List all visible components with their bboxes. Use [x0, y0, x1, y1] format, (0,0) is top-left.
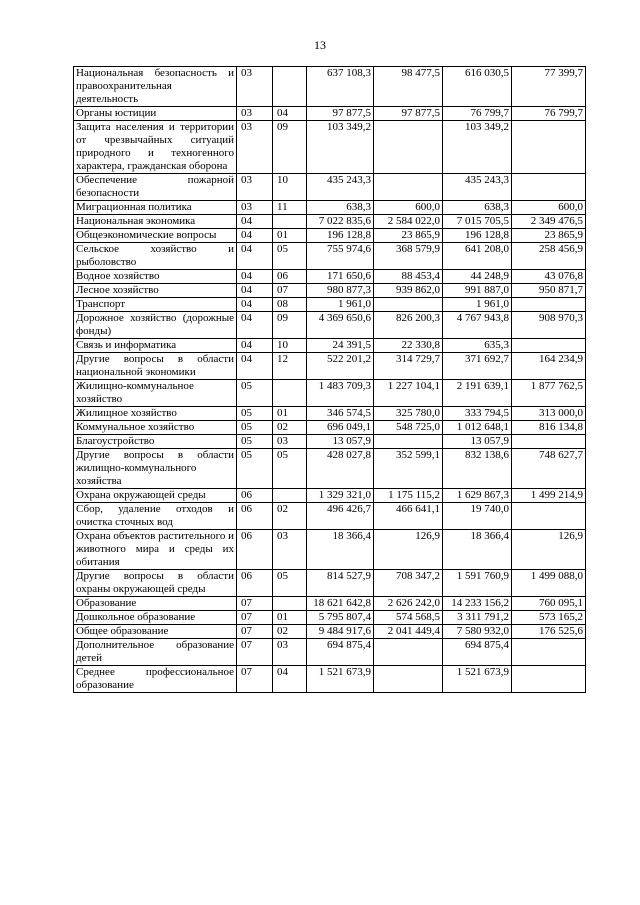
amount-cell-1: 980 877,3	[307, 284, 374, 298]
subsection-code-cell: 05	[273, 570, 307, 597]
row-name-cell: Сельское хозяйство и рыболовство	[74, 243, 237, 270]
table-row	[74, 67, 586, 107]
subsection-code-cell: 07	[273, 284, 307, 298]
amount-cell-2: 939 862,0	[374, 284, 443, 298]
subsection-code-cell	[273, 380, 307, 407]
table-row	[74, 353, 586, 380]
amount-cell-4: 164 234,9	[512, 353, 586, 380]
amount-cell-3: 19 740,0	[443, 503, 512, 530]
subsection-code-cell: 12	[273, 353, 307, 380]
amount-cell-1: 97 877,5	[307, 107, 374, 121]
section-code-cell: 04	[237, 298, 273, 312]
row-name-cell: Миграционная политика	[74, 201, 237, 215]
table-row	[74, 339, 586, 353]
section-code-cell: 07	[237, 666, 273, 693]
subsection-code-cell: 05	[273, 243, 307, 270]
amount-cell-4: 908 970,3	[512, 312, 586, 339]
subsection-code-cell: 02	[273, 625, 307, 639]
section-code-cell: 04	[237, 284, 273, 298]
subsection-code-cell: 09	[273, 121, 307, 174]
row-name-cell: Жилищно-коммунальное хозяйство	[74, 380, 237, 407]
amount-cell-1: 1 329 321,0	[307, 489, 374, 503]
subsection-code-cell: 02	[273, 421, 307, 435]
section-code-cell: 07	[237, 611, 273, 625]
amount-cell-2: 97 877,5	[374, 107, 443, 121]
budget-table	[73, 66, 586, 693]
amount-cell-3: 641 208,0	[443, 243, 512, 270]
row-name-cell: Другие вопросы в области национальной экономики	[74, 353, 237, 380]
table-row	[74, 270, 586, 284]
table-row	[74, 611, 586, 625]
row-name-cell: Дополнительное образование детей	[74, 639, 237, 666]
amount-cell-2: 98 477,5	[374, 67, 443, 107]
row-name-cell: Общеэкономические вопросы	[74, 229, 237, 243]
subsection-code-cell: 02	[273, 503, 307, 530]
row-name-cell: Охрана окружающей среды	[74, 489, 237, 503]
row-name-cell: Среднее профессиональное образование	[74, 666, 237, 693]
table-row	[74, 489, 586, 503]
subsection-code-cell: 01	[273, 611, 307, 625]
amount-cell-4: 2 349 476,5	[512, 215, 586, 229]
amount-cell-4: 1 877 762,5	[512, 380, 586, 407]
subsection-code-cell: 04	[273, 666, 307, 693]
row-name-cell: Органы юстиции	[74, 107, 237, 121]
subsection-code-cell: 04	[273, 107, 307, 121]
amount-cell-3: 1 521 673,9	[443, 666, 512, 693]
amount-cell-4: 258 456,9	[512, 243, 586, 270]
amount-cell-4: 77 399,7	[512, 67, 586, 107]
amount-cell-2: 548 725,0	[374, 421, 443, 435]
row-name-cell: Другие вопросы в области жилищно-коммунального хозяйства	[74, 449, 237, 489]
row-name-cell: Благоустройство	[74, 435, 237, 449]
amount-cell-3: 76 799,7	[443, 107, 512, 121]
section-code-cell: 04	[237, 243, 273, 270]
table-row	[74, 421, 586, 435]
amount-cell-1: 103 349,2	[307, 121, 374, 174]
table-row	[74, 503, 586, 530]
subsection-code-cell: 03	[273, 435, 307, 449]
amount-cell-2	[374, 666, 443, 693]
subsection-code-cell: 10	[273, 339, 307, 353]
amount-cell-2: 600,0	[374, 201, 443, 215]
subsection-code-cell: 05	[273, 449, 307, 489]
amount-cell-2: 574 568,5	[374, 611, 443, 625]
table-row	[74, 570, 586, 597]
table-row	[74, 597, 586, 611]
amount-cell-4	[512, 174, 586, 201]
amount-cell-2: 2 041 449,4	[374, 625, 443, 639]
row-name-cell: Связь и информатика	[74, 339, 237, 353]
row-name-cell: Национальная безопасность и правоохранительная деятельность	[74, 67, 237, 107]
amount-cell-1: 522 201,2	[307, 353, 374, 380]
amount-cell-4: 23 865,9	[512, 229, 586, 243]
amount-cell-3: 1 629 867,3	[443, 489, 512, 503]
row-name-cell: Другие вопросы в области охраны окружающей среды	[74, 570, 237, 597]
subsection-code-cell: 06	[273, 270, 307, 284]
subsection-code-cell: 11	[273, 201, 307, 215]
amount-cell-1: 755 974,6	[307, 243, 374, 270]
amount-cell-4	[512, 666, 586, 693]
section-code-cell: 04	[237, 353, 273, 380]
table-row	[74, 639, 586, 666]
table-row	[74, 107, 586, 121]
amount-cell-3: 435 243,3	[443, 174, 512, 201]
amount-cell-4: 313 000,0	[512, 407, 586, 421]
table-row	[74, 229, 586, 243]
row-name-cell: Водное хозяйство	[74, 270, 237, 284]
row-name-cell: Транспорт	[74, 298, 237, 312]
amount-cell-2: 325 780,0	[374, 407, 443, 421]
table-row	[74, 625, 586, 639]
amount-cell-2	[374, 298, 443, 312]
amount-cell-2: 708 347,2	[374, 570, 443, 597]
table-row	[74, 407, 586, 421]
amount-cell-1: 694 875,4	[307, 639, 374, 666]
amount-cell-1: 9 484 917,6	[307, 625, 374, 639]
amount-cell-2: 126,9	[374, 530, 443, 570]
amount-cell-1: 428 027,8	[307, 449, 374, 489]
table-row	[74, 666, 586, 693]
section-code-cell: 03	[237, 201, 273, 215]
amount-cell-2: 352 599,1	[374, 449, 443, 489]
amount-cell-4: 600,0	[512, 201, 586, 215]
amount-cell-1: 171 650,6	[307, 270, 374, 284]
amount-cell-3: 1 012 648,1	[443, 421, 512, 435]
amount-cell-4: 748 627,7	[512, 449, 586, 489]
amount-cell-1: 13 057,9	[307, 435, 374, 449]
subsection-code-cell: 01	[273, 407, 307, 421]
section-code-cell: 04	[237, 215, 273, 229]
table-row	[74, 284, 586, 298]
amount-cell-4: 43 076,8	[512, 270, 586, 284]
amount-cell-1: 496 426,7	[307, 503, 374, 530]
section-code-cell: 03	[237, 121, 273, 174]
table-row	[74, 298, 586, 312]
amount-cell-1: 196 128,8	[307, 229, 374, 243]
amount-cell-4	[512, 121, 586, 174]
subsection-code-cell	[273, 215, 307, 229]
section-code-cell: 05	[237, 421, 273, 435]
row-name-cell: Сбор, удаление отходов и очистка сточных вод	[74, 503, 237, 530]
amount-cell-4: 126,9	[512, 530, 586, 570]
page-number: 13	[314, 38, 326, 52]
subsection-code-cell: 03	[273, 530, 307, 570]
amount-cell-3: 832 138,6	[443, 449, 512, 489]
amount-cell-1: 346 574,5	[307, 407, 374, 421]
subsection-code-cell: 09	[273, 312, 307, 339]
section-code-cell: 03	[237, 67, 273, 107]
section-code-cell: 07	[237, 597, 273, 611]
amount-cell-3: 4 767 943,8	[443, 312, 512, 339]
amount-cell-1: 1 521 673,9	[307, 666, 374, 693]
amount-cell-2	[374, 174, 443, 201]
section-code-cell: 07	[237, 625, 273, 639]
amount-cell-2: 2 584 022,0	[374, 215, 443, 229]
table-body	[74, 67, 586, 693]
row-name-cell: Защита населения и территории от чрезвычайных ситуаций природного и техногенного характера, гражданская оборона	[74, 121, 237, 174]
section-code-cell: 06	[237, 503, 273, 530]
amount-cell-4: 816 134,8	[512, 421, 586, 435]
amount-cell-1: 24 391,5	[307, 339, 374, 353]
amount-cell-3: 635,3	[443, 339, 512, 353]
amount-cell-2	[374, 639, 443, 666]
table-row	[74, 530, 586, 570]
amount-cell-4: 950 871,7	[512, 284, 586, 298]
row-name-cell: Коммунальное хозяйство	[74, 421, 237, 435]
amount-cell-1: 637 108,3	[307, 67, 374, 107]
amount-cell-4: 760 095,1	[512, 597, 586, 611]
amount-cell-4	[512, 639, 586, 666]
amount-cell-1: 814 527,9	[307, 570, 374, 597]
subsection-code-cell: 08	[273, 298, 307, 312]
amount-cell-3: 1 591 760,9	[443, 570, 512, 597]
amount-cell-3: 196 128,8	[443, 229, 512, 243]
section-code-cell: 04	[237, 229, 273, 243]
section-code-cell: 05	[237, 407, 273, 421]
amount-cell-1: 7 022 835,6	[307, 215, 374, 229]
amount-cell-4	[512, 435, 586, 449]
section-code-cell: 06	[237, 530, 273, 570]
amount-cell-3: 694 875,4	[443, 639, 512, 666]
amount-cell-1: 18 621 642,8	[307, 597, 374, 611]
section-code-cell: 06	[237, 570, 273, 597]
subsection-code-cell: 10	[273, 174, 307, 201]
section-code-cell: 05	[237, 435, 273, 449]
amount-cell-3: 616 030,5	[443, 67, 512, 107]
amount-cell-1: 638,3	[307, 201, 374, 215]
subsection-code-cell	[273, 489, 307, 503]
amount-cell-3: 1 961,0	[443, 298, 512, 312]
subsection-code-cell	[273, 67, 307, 107]
amount-cell-2: 1 227 104,1	[374, 380, 443, 407]
amount-cell-2: 2 626 242,0	[374, 597, 443, 611]
row-name-cell: Жилищное хозяйство	[74, 407, 237, 421]
amount-cell-4: 176 525,6	[512, 625, 586, 639]
amount-cell-3: 638,3	[443, 201, 512, 215]
table-row	[74, 121, 586, 174]
amount-cell-3: 371 692,7	[443, 353, 512, 380]
subsection-code-cell: 03	[273, 639, 307, 666]
amount-cell-2	[374, 121, 443, 174]
amount-cell-3: 13 057,9	[443, 435, 512, 449]
row-name-cell: Обеспечение пожарной безопасности	[74, 174, 237, 201]
table-row	[74, 215, 586, 229]
row-name-cell: Общее образование	[74, 625, 237, 639]
amount-cell-3: 103 349,2	[443, 121, 512, 174]
section-code-cell: 07	[237, 639, 273, 666]
amount-cell-4	[512, 298, 586, 312]
amount-cell-3: 7 015 705,5	[443, 215, 512, 229]
amount-cell-2: 23 865,9	[374, 229, 443, 243]
amount-cell-3: 14 233 156,2	[443, 597, 512, 611]
row-name-cell: Национальная экономика	[74, 215, 237, 229]
section-code-cell: 04	[237, 339, 273, 353]
amount-cell-1: 5 795 807,4	[307, 611, 374, 625]
row-name-cell: Дорожное хозяйство (дорожные фонды)	[74, 312, 237, 339]
amount-cell-3: 333 794,5	[443, 407, 512, 421]
amount-cell-2: 466 641,1	[374, 503, 443, 530]
amount-cell-1: 1 483 709,3	[307, 380, 374, 407]
amount-cell-2	[374, 435, 443, 449]
amount-cell-2: 88 453,4	[374, 270, 443, 284]
table-row	[74, 380, 586, 407]
table-row	[74, 174, 586, 201]
amount-cell-4: 1 499 088,0	[512, 570, 586, 597]
amount-cell-4	[512, 503, 586, 530]
table-row	[74, 201, 586, 215]
amount-cell-4: 76 799,7	[512, 107, 586, 121]
amount-cell-3: 18 366,4	[443, 530, 512, 570]
section-code-cell: 06	[237, 489, 273, 503]
amount-cell-1: 1 961,0	[307, 298, 374, 312]
section-code-cell: 03	[237, 107, 273, 121]
amount-cell-1: 4 369 650,6	[307, 312, 374, 339]
subsection-code-cell: 01	[273, 229, 307, 243]
table-row	[74, 312, 586, 339]
amount-cell-2: 22 330,8	[374, 339, 443, 353]
section-code-cell: 05	[237, 449, 273, 489]
amount-cell-1: 435 243,3	[307, 174, 374, 201]
table-row	[74, 449, 586, 489]
table-row	[74, 243, 586, 270]
amount-cell-4: 1 499 214,9	[512, 489, 586, 503]
amount-cell-2: 826 200,3	[374, 312, 443, 339]
amount-cell-2: 314 729,7	[374, 353, 443, 380]
amount-cell-4	[512, 339, 586, 353]
row-name-cell: Лесное хозяйство	[74, 284, 237, 298]
amount-cell-1: 18 366,4	[307, 530, 374, 570]
section-code-cell: 03	[237, 174, 273, 201]
section-code-cell: 05	[237, 380, 273, 407]
row-name-cell: Охрана объектов растительного и животного мира и среды их обитания	[74, 530, 237, 570]
amount-cell-2: 1 175 115,2	[374, 489, 443, 503]
amount-cell-4: 573 165,2	[512, 611, 586, 625]
table-row	[74, 435, 586, 449]
amount-cell-3: 2 191 639,1	[443, 380, 512, 407]
row-name-cell: Образование	[74, 597, 237, 611]
amount-cell-1: 696 049,1	[307, 421, 374, 435]
amount-cell-3: 3 311 791,2	[443, 611, 512, 625]
section-code-cell: 04	[237, 270, 273, 284]
subsection-code-cell	[273, 597, 307, 611]
amount-cell-3: 991 887,0	[443, 284, 512, 298]
amount-cell-2: 368 579,9	[374, 243, 443, 270]
amount-cell-3: 44 248,9	[443, 270, 512, 284]
amount-cell-3: 7 580 932,0	[443, 625, 512, 639]
section-code-cell: 04	[237, 312, 273, 339]
row-name-cell: Дошкольное образование	[74, 611, 237, 625]
